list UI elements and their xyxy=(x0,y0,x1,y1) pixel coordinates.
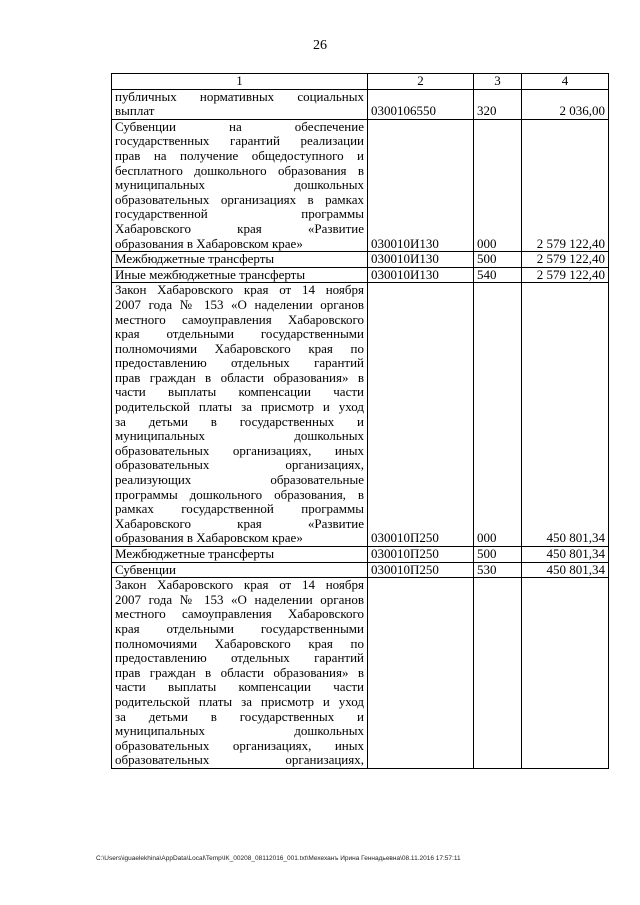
row-code: 030010П250 xyxy=(368,547,474,563)
row-amount: 2 036,00 xyxy=(522,89,609,119)
page-number: 26 xyxy=(313,38,327,53)
row-code: 030010И130 xyxy=(368,267,474,283)
row-name-line: родительской платы за присмотр и уход xyxy=(115,693,364,709)
row-name-line: образования в Хабаровском крае» xyxy=(115,530,303,546)
row-code: 030010П250 xyxy=(368,283,474,547)
row-expense-type: 530 xyxy=(474,562,522,578)
row-name-line: образовательных организациях, иных xyxy=(115,442,364,458)
row-name-line: части выплаты компенсации части xyxy=(115,384,364,400)
row-name-line: полномочиями Хабаровского края по xyxy=(115,340,364,356)
row-amount: 2 579 122,40 xyxy=(522,119,609,251)
row-name xyxy=(112,252,368,268)
row-name-line: родительской платы за присмотр и уход xyxy=(115,399,364,415)
row-expense-type: 320 xyxy=(474,89,522,119)
table-row xyxy=(112,578,609,769)
row-amount: 450 801,34 xyxy=(522,547,609,563)
row-name-line: прав на получение общедоступного и xyxy=(115,147,364,163)
row-name-line: части выплаты компенсации части xyxy=(115,679,364,695)
row-name-line: Хабаровского края «Развитие xyxy=(115,220,364,236)
row-code: 030010И130 xyxy=(368,252,474,268)
row-name-line: образовательных организациях в рамках xyxy=(115,191,364,207)
row-amount xyxy=(522,578,609,769)
row-name-line: Иные межбюджетные трансферты xyxy=(115,266,306,282)
row-amount: 2 579 122,40 xyxy=(522,267,609,283)
row-name-line: выплат xyxy=(115,103,155,119)
row-name-line: муниципальных дошкольных xyxy=(115,428,364,444)
row-code: 030010И130 xyxy=(368,119,474,251)
row-name-line: публичных нормативных социальных xyxy=(115,88,364,104)
row-name-line: Хабаровского края «Развитие xyxy=(115,515,364,531)
row-name-line: государственных гарантий реализации xyxy=(115,133,364,149)
row-name-line: Субвенции xyxy=(115,561,176,577)
row-name-line: предоставлению отдельных гарантий xyxy=(115,355,364,371)
row-name-line: за детьми в государственных и xyxy=(115,413,364,429)
row-name xyxy=(112,267,368,283)
row-expense-type: 540 xyxy=(474,267,522,283)
row-name-line: образования в Хабаровском крае» xyxy=(115,235,303,251)
row-name-line: бесплатного дошкольного образования в xyxy=(115,162,364,178)
header-col-4: 4 xyxy=(522,74,609,90)
row-amount: 450 801,34 xyxy=(522,283,609,547)
row-name-line: за детьми в государственных и xyxy=(115,708,364,724)
row-name xyxy=(112,578,368,769)
header-col-2: 2 xyxy=(368,74,474,90)
row-name-line: Закон Хабаровского края от 14 ноября xyxy=(115,282,364,298)
row-name-line: образовательных организациях, xyxy=(115,457,364,473)
row-expense-type: 500 xyxy=(474,547,522,563)
row-amount: 450 801,34 xyxy=(522,562,609,578)
row-name-line: муниципальных дошкольных xyxy=(115,723,364,739)
row-name xyxy=(112,283,368,547)
row-name-line: местного самоуправления Хабаровского xyxy=(115,606,364,622)
row-expense-type xyxy=(474,578,522,769)
row-code xyxy=(368,578,474,769)
row-name xyxy=(112,89,368,119)
table-row xyxy=(112,547,609,563)
header-col-1: 1 xyxy=(112,74,368,90)
table-row xyxy=(112,267,609,283)
table-row xyxy=(112,562,609,578)
table-row xyxy=(112,119,609,251)
row-name-line: программы дошкольного образования, в xyxy=(115,486,364,502)
row-name xyxy=(112,119,368,251)
row-name-line: муниципальных дошкольных xyxy=(115,177,364,193)
table-row xyxy=(112,283,609,547)
row-expense-type: 000 xyxy=(474,283,522,547)
row-code: 0300106550 xyxy=(368,89,474,119)
row-name-line: прав граждан в области образования» в xyxy=(115,664,364,680)
row-name-line: полномочиями Хабаровского края по xyxy=(115,635,364,651)
row-name-line: края отдельными государственными xyxy=(115,620,364,636)
row-name-line: государственной программы xyxy=(115,206,364,222)
row-name-line: местного самоуправления Хабаровского xyxy=(115,311,364,327)
row-name-line: края отдельными государственными xyxy=(115,326,364,342)
table-row xyxy=(112,252,609,268)
row-name-line: образовательных организациях, xyxy=(115,752,364,768)
row-expense-type: 500 xyxy=(474,252,522,268)
row-name xyxy=(112,547,368,563)
row-name-line: 2007 года № 153 «О наделении органов xyxy=(115,296,364,312)
row-name-line: 2007 года № 153 «О наделении органов xyxy=(115,591,364,607)
header-col-3: 3 xyxy=(474,74,522,90)
row-amount: 2 579 122,40 xyxy=(522,252,609,268)
table-header-row xyxy=(112,74,609,90)
table-row xyxy=(112,89,609,119)
row-expense-type: 000 xyxy=(474,119,522,251)
row-name-line: прав граждан в области образования» в xyxy=(115,369,364,385)
file-path-footer: C:\Users\iguaelekhina\AppData\Local\Temp\IK_00208_08112016_001.txt\Мехеханъ Ирина Геннадьевна\08.11.2016 17:57:11 xyxy=(96,855,461,862)
budget-table xyxy=(111,73,609,769)
row-name-line: Межбюджетные трансферты xyxy=(115,251,275,267)
row-name-line: предоставлению отдельных гарантий xyxy=(115,650,364,666)
row-name-line: рамках государственной программы xyxy=(115,501,364,517)
row-name-line: образовательных организациях, иных xyxy=(115,737,364,753)
row-name-line: Закон Хабаровского края от 14 ноября xyxy=(115,577,364,593)
row-code: 030010П250 xyxy=(368,562,474,578)
row-name-line: Межбюджетные трансферты xyxy=(115,546,275,561)
row-name xyxy=(112,562,368,578)
row-name-line: реализующих образовательные xyxy=(115,472,364,488)
row-name-line: Субвенции на обеспечение xyxy=(115,118,364,134)
